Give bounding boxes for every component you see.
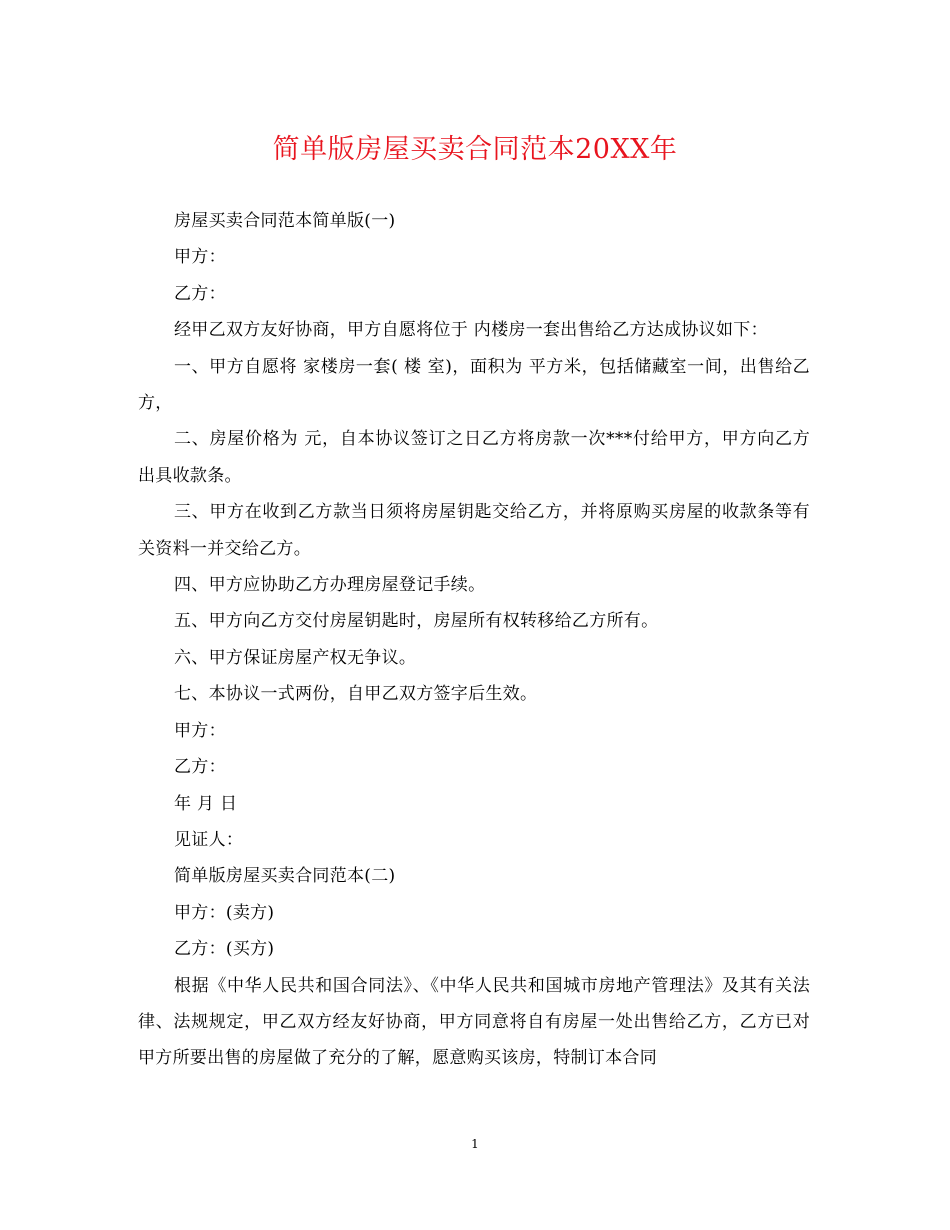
paragraph: 甲方： xyxy=(174,247,226,268)
paragraph: 经甲乙双方友好协商，甲方自愿将位于 内楼房一套出售给乙方达成协议如下： xyxy=(174,320,768,341)
paragraph: 根据《中华人民共和国合同法》、《中华人民共和国城市房地产管理法》及其有关法律、法规规定，甲乙双方经友好协商，甲方同意将自有房屋一处出售给乙方，乙方已对甲方所要出售的房屋做了充分的了解，愿意购买该房，特制订本合同 xyxy=(138,975,810,1069)
paragraph: 五、甲方向乙方交付房屋钥匙时，房屋所有权转移给乙方所有。 xyxy=(174,611,659,632)
paragraph: 乙方： xyxy=(174,757,226,778)
document-body xyxy=(138,203,810,1077)
paragraph: 简单版房屋买卖合同范本(二) xyxy=(174,866,396,887)
paragraph: 二、房屋价格为 元，自本协议签订之日乙方将房款一次***付给甲方，甲方向乙方出具收款条。 xyxy=(138,429,810,486)
paragraph: 六、甲方保证房屋产权无争议。 xyxy=(174,647,417,668)
paragraph: 三、甲方在收到乙方款当日须将房屋钥匙交给乙方，并将原购买房屋的收款条等有关资料一并交给乙方。 xyxy=(138,502,810,559)
paragraph: 年 月 日 xyxy=(174,793,238,814)
page-number: 1 xyxy=(471,1137,479,1151)
document-title: 简单版房屋买卖合同范本20XX年 xyxy=(272,134,678,165)
paragraph: 见证人： xyxy=(174,829,244,850)
paragraph: 四、甲方应协助乙方办理房屋登记手续。 xyxy=(174,575,486,596)
paragraph: 七、本协议一式两份，自甲乙双方签字后生效。 xyxy=(174,684,538,705)
paragraph: 乙方： xyxy=(174,283,226,304)
paragraph: 甲方： xyxy=(174,720,226,741)
paragraph: 房屋买卖合同范本简单版(一) xyxy=(174,211,396,231)
paragraph: 甲方：(卖方) xyxy=(174,902,275,923)
paragraph: 一、甲方自愿将 家楼房一套( 楼 室)，面积为 平方米，包括储藏室一间，出售给乙方， xyxy=(138,356,810,414)
paragraph: 乙方：(买方) xyxy=(174,939,275,960)
